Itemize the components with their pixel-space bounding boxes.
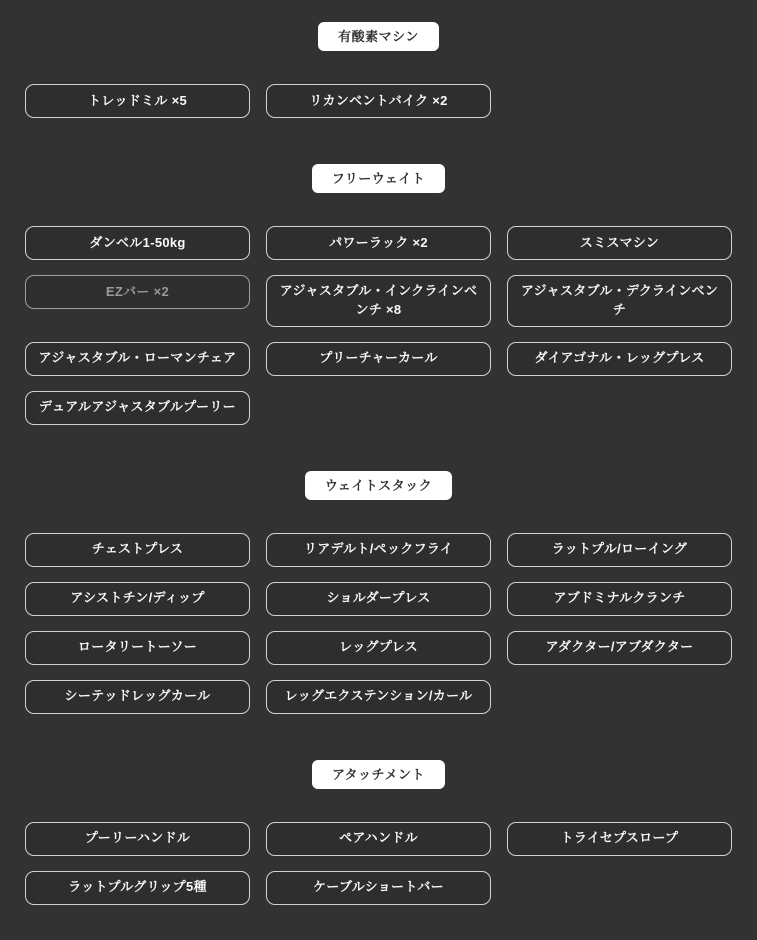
section-badge-weight-stacks[interactable]: ウェイトスタック bbox=[305, 471, 452, 500]
equipment-node[interactable]: アジャスタブル・デクラインベンチ bbox=[507, 275, 732, 327]
section-header-row-attachments bbox=[0, 760, 757, 789]
equipment-node[interactable]: ショルダープレス bbox=[266, 582, 491, 616]
section-header-row-free-weights bbox=[0, 164, 757, 193]
equipment-node[interactable]: アジャスタブル・ローマンチェア bbox=[25, 342, 250, 376]
section-header-row-cardio-machines bbox=[0, 22, 757, 51]
equipment-node[interactable]: リアデルト/ペックフライ bbox=[266, 533, 491, 567]
section-header-row-weight-stacks bbox=[0, 471, 757, 500]
section-grid-attachments bbox=[25, 822, 732, 905]
section-weight-stacks bbox=[0, 471, 757, 714]
equipment-node[interactable]: リカンベントバイク ×2 bbox=[266, 84, 491, 118]
section-attachments bbox=[0, 760, 757, 905]
section-free-weights bbox=[0, 164, 757, 425]
equipment-node[interactable]: レッグプレス bbox=[266, 631, 491, 665]
equipment-node[interactable]: ペアハンドル bbox=[266, 822, 491, 856]
equipment-node[interactable]: チェストプレス bbox=[25, 533, 250, 567]
section-grid-cardio-machines bbox=[25, 84, 732, 118]
equipment-node[interactable]: レッグエクステンション/カール bbox=[266, 680, 491, 714]
equipment-node[interactable]: アダクター/アブダクター bbox=[507, 631, 732, 665]
section-grid-free-weights bbox=[25, 226, 732, 425]
equipment-node[interactable]: ケーブルショートバー bbox=[266, 871, 491, 905]
equipment-node[interactable]: デュアルアジャスタブルプーリー bbox=[25, 391, 250, 425]
section-badge-cardio-machines[interactable]: 有酸素マシン bbox=[318, 22, 439, 51]
section-badge-attachments[interactable]: アタッチメント bbox=[312, 760, 445, 789]
equipment-node[interactable]: ラットプル/ローイング bbox=[507, 533, 732, 567]
section-grid-weight-stacks bbox=[25, 533, 732, 714]
equipment-node[interactable]: プーリーハンドル bbox=[25, 822, 250, 856]
equipment-node[interactable]: ダンベル1-50kg bbox=[25, 226, 250, 260]
equipment-node[interactable]: EZバー ×2 bbox=[25, 275, 250, 309]
equipment-node[interactable]: スミスマシン bbox=[507, 226, 732, 260]
equipment-node[interactable]: アジャスタブル・インクラインベンチ ×8 bbox=[266, 275, 491, 327]
equipment-node[interactable]: アブドミナルクランチ bbox=[507, 582, 732, 616]
equipment-node[interactable]: パワーラック ×2 bbox=[266, 226, 491, 260]
section-cardio-machines bbox=[0, 22, 757, 118]
equipment-node[interactable]: シーテッドレッグカール bbox=[25, 680, 250, 714]
equipment-node[interactable]: トライセプスロープ bbox=[507, 822, 732, 856]
equipment-node[interactable]: ダイアゴナル・レッグプレス bbox=[507, 342, 732, 376]
equipment-node[interactable]: アシストチン/ディップ bbox=[25, 582, 250, 616]
equipment-node[interactable]: プリーチャーカール bbox=[266, 342, 491, 376]
equipment-node[interactable]: ロータリートーソー bbox=[25, 631, 250, 665]
equipment-node[interactable]: トレッドミル ×5 bbox=[25, 84, 250, 118]
section-badge-free-weights[interactable]: フリーウェイト bbox=[312, 164, 445, 193]
equipment-node[interactable]: ラットプルグリップ5種 bbox=[25, 871, 250, 905]
